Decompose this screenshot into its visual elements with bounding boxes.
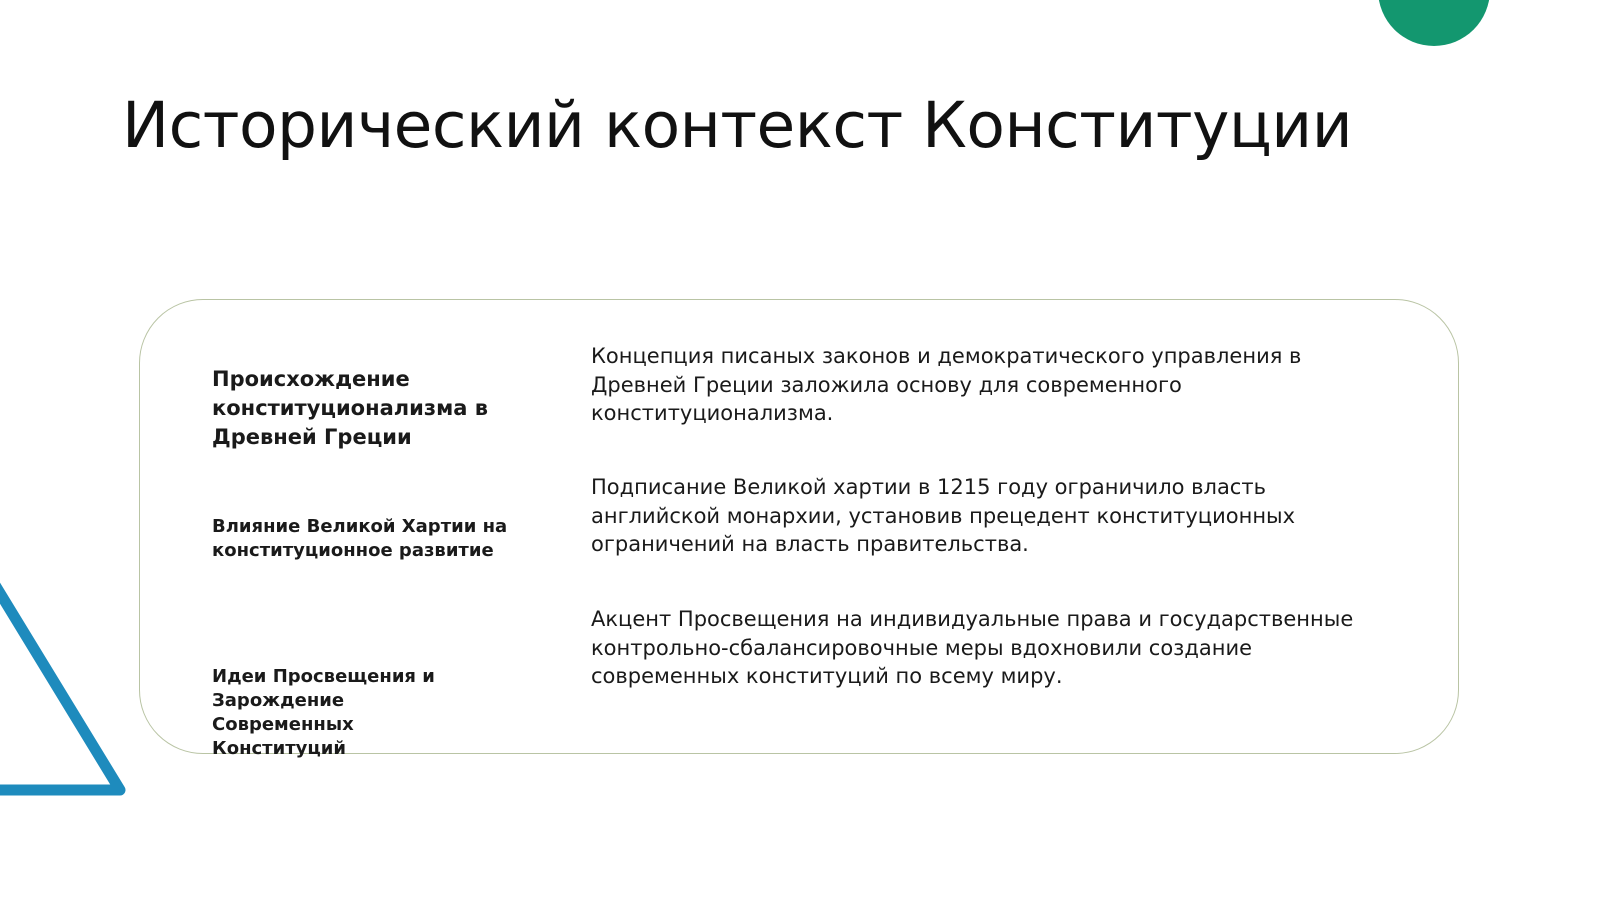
- row-text-magna-carta: Подписание Великой хартии в 1215 году ограничило власть английской монархии, установив прецедент конституционных ограничений на власть правительства.: [591, 475, 1296, 556]
- slide-title: Исторический контекст Конституции: [122, 89, 1353, 162]
- row-heading-enlightenment: Идеи Просвещения и Зарождение Современных Конституций: [212, 666, 435, 759]
- row-text-greece: Концепция писаных законов и демократического управления в Древней Греции заложила основу для современного конституционализма.: [591, 344, 1302, 425]
- decorative-triangle: [0, 570, 135, 815]
- row-text-enlightenment: Акцент Просвещения на индивидуальные права и государственные контрольно-сбалансировочные меры вдохновили создание современных конституций по всему миру.: [591, 607, 1354, 688]
- decorative-circle: [1378, 0, 1490, 46]
- row-heading-magna-carta: Влияние Великой Хартии на конституционное развитие: [212, 516, 508, 561]
- row-heading-greece: Происхождение конституционализма в Древней Греции: [212, 367, 489, 449]
